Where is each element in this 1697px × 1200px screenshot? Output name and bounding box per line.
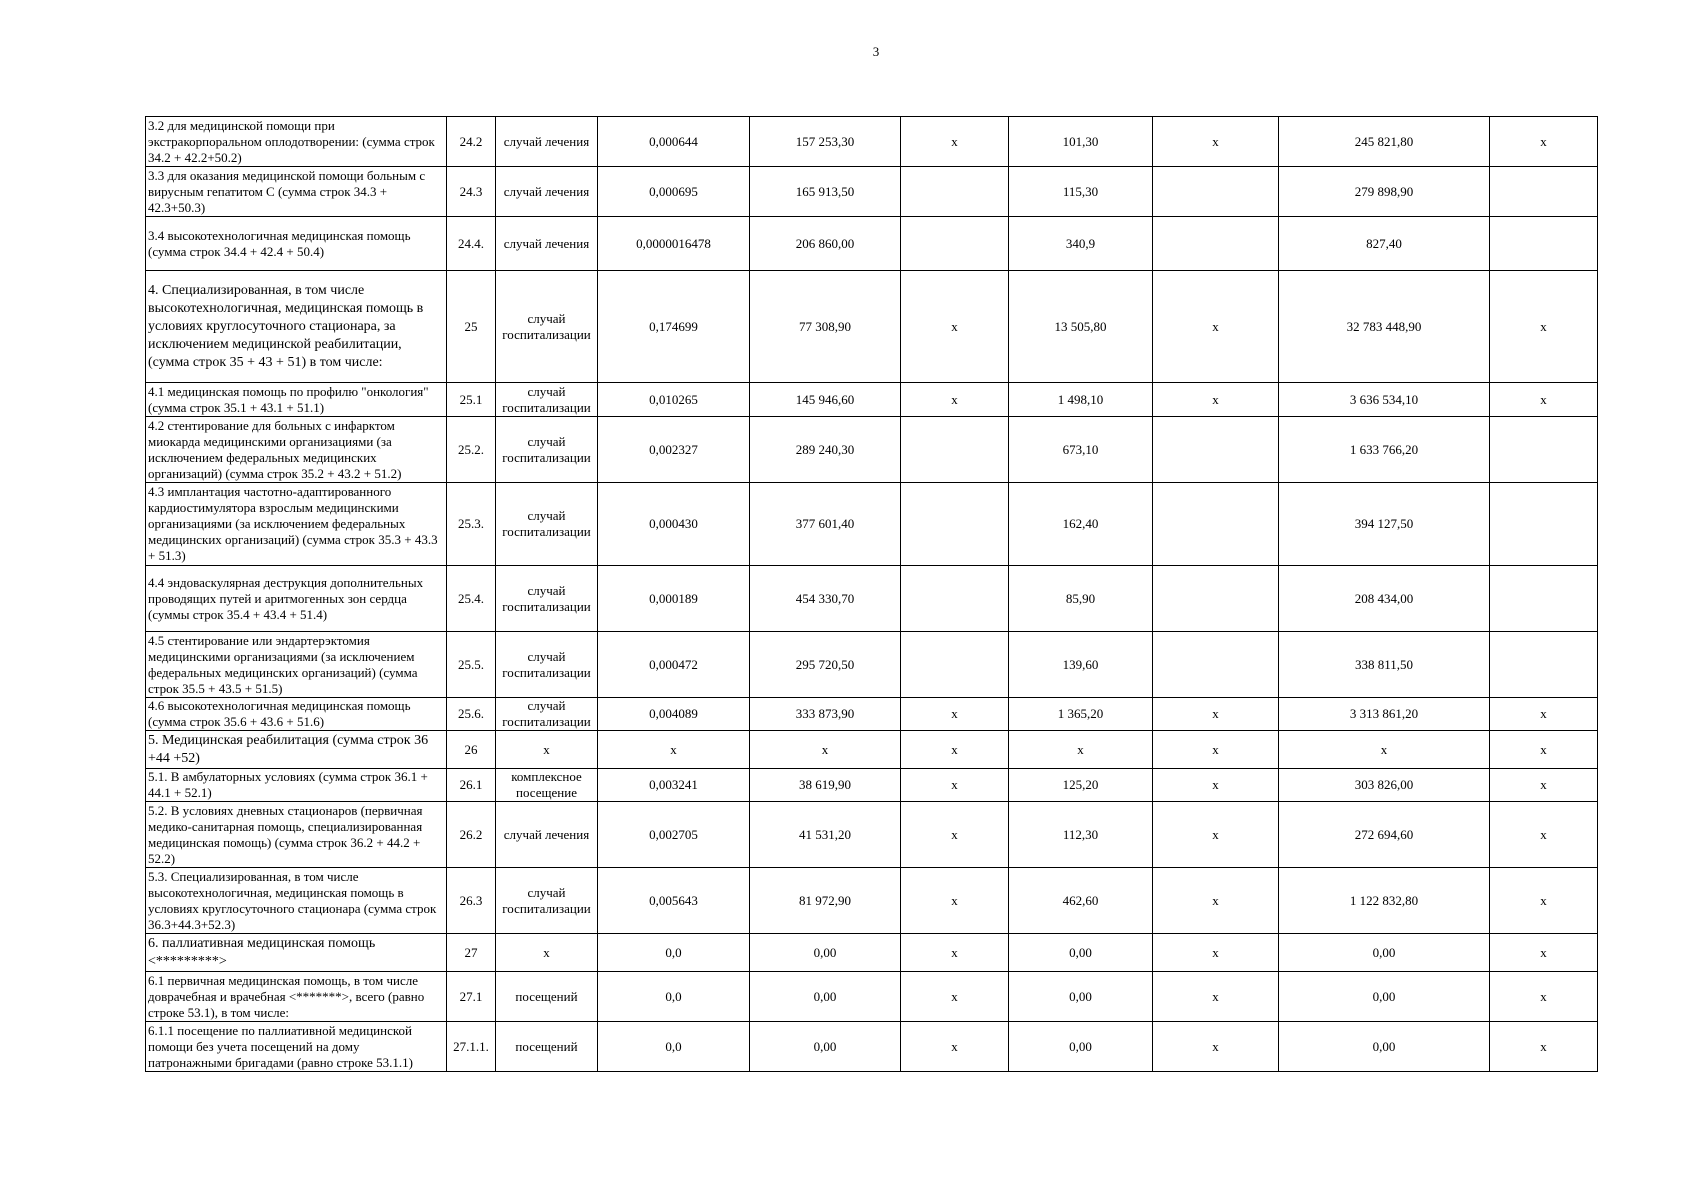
cell-col8: x [1153, 117, 1279, 167]
data-table [145, 116, 1598, 1072]
cell-col9: 0,00 [1279, 1022, 1490, 1072]
cell-col10: x [1490, 934, 1598, 972]
cell-col4: 0,000430 [598, 483, 750, 566]
cell-col9: 245 821,80 [1279, 117, 1490, 167]
cell-col10: x [1490, 383, 1598, 417]
cell-col7: 115,30 [1009, 167, 1153, 217]
row-code-cell: 26 [447, 731, 496, 769]
cell-col8: x [1153, 868, 1279, 934]
cell-col9: 32 783 448,90 [1279, 271, 1490, 383]
row-name-cell: 5.1. В амбулаторных условиях (сумма строк 36.1 + 44.1 + 52.1) [146, 769, 447, 802]
row-code-cell: 26.1 [447, 769, 496, 802]
cell-col9: 272 694,60 [1279, 802, 1490, 868]
cell-col8: x [1153, 802, 1279, 868]
cell-col5: 295 720,50 [750, 632, 901, 698]
cell-col8 [1153, 217, 1279, 271]
row-name-cell: 3.3 для оказания медицинской помощи больным с вирусным гепатитом С (сумма строк 34.3 + 42.3+50.3) [146, 167, 447, 217]
table-row [146, 117, 1598, 167]
cell-col9: 0,00 [1279, 934, 1490, 972]
table-row [146, 868, 1598, 934]
cell-col6: x [901, 117, 1009, 167]
page-number: 3 [872, 44, 880, 59]
cell-col5: x [750, 731, 901, 769]
table-body [146, 117, 1598, 1072]
cell-col6: x [901, 698, 1009, 731]
cell-col8 [1153, 483, 1279, 566]
cell-col8 [1153, 417, 1279, 483]
table-row [146, 632, 1598, 698]
row-name-cell: 4.1 медицинская помощь по профилю "онкология" (сумма строк 35.1 + 43.1 + 51.1) [146, 383, 447, 417]
row-unit-cell: случай госпитализации [496, 566, 598, 632]
cell-col10 [1490, 217, 1598, 271]
row-code-cell: 27.1.1. [447, 1022, 496, 1072]
cell-col5: 41 531,20 [750, 802, 901, 868]
cell-col4: 0,0 [598, 972, 750, 1022]
cell-col9: 3 313 861,20 [1279, 698, 1490, 731]
cell-col9: 338 811,50 [1279, 632, 1490, 698]
row-name-cell: 4.5 стентирование или эндартерэктомия медицинскими организациями (за исключением федеральных медицинских организаций) (сумма строк 35.5 + 43.5 + 51.5) [146, 632, 447, 698]
row-name-cell: 4.6 высокотехнологичная медицинская помощь (сумма строк 35.6 + 43.6 + 51.6) [146, 698, 447, 731]
cell-col4: 0,0 [598, 934, 750, 972]
cell-col9: 394 127,50 [1279, 483, 1490, 566]
cell-col10 [1490, 417, 1598, 483]
row-name-cell: 6. паллиативная медицинская помощь <*********> [146, 934, 447, 972]
cell-col5: 289 240,30 [750, 417, 901, 483]
cell-col6: x [901, 383, 1009, 417]
row-name-cell: 6.1 первичная медицинская помощь, в том числе доврачебная и врачебная <*******>, всего (равно строке 53.1), в том числе: [146, 972, 447, 1022]
cell-col8: x [1153, 383, 1279, 417]
row-name-cell: 4.2 стентирование для больных с инфарктом миокарда медицинскими организациями (за исключением федеральных медицинских организаций) (сумма строк 35.2 + 43.2 + 51.2) [146, 417, 447, 483]
cell-col9: 0,00 [1279, 972, 1490, 1022]
cell-col6 [901, 483, 1009, 566]
cell-col6: x [901, 1022, 1009, 1072]
cell-col8: x [1153, 1022, 1279, 1072]
cell-col7: 0,00 [1009, 972, 1153, 1022]
row-code-cell: 24.4. [447, 217, 496, 271]
cell-col10: x [1490, 769, 1598, 802]
row-code-cell: 25.4. [447, 566, 496, 632]
cell-col7: x [1009, 731, 1153, 769]
cell-col10: x [1490, 1022, 1598, 1072]
cell-col10: x [1490, 868, 1598, 934]
row-unit-cell: x [496, 731, 598, 769]
row-unit-cell: случай лечения [496, 802, 598, 868]
row-code-cell: 25 [447, 271, 496, 383]
cell-col6: x [901, 271, 1009, 383]
cell-col9: 279 898,90 [1279, 167, 1490, 217]
cell-col4: 0,002327 [598, 417, 750, 483]
cell-col10: x [1490, 972, 1598, 1022]
row-name-cell: 3.2 для медицинской помощи при экстракорпоральном оплодотворении: (сумма строк 34.2 + 42.2+50.2) [146, 117, 447, 167]
cell-col9: 208 434,00 [1279, 566, 1490, 632]
cell-col5: 165 913,50 [750, 167, 901, 217]
row-unit-cell: случай лечения [496, 167, 598, 217]
cell-col10: x [1490, 802, 1598, 868]
row-code-cell: 25.6. [447, 698, 496, 731]
cell-col4: 0,000695 [598, 167, 750, 217]
cell-col9: 3 636 534,10 [1279, 383, 1490, 417]
cell-col7: 13 505,80 [1009, 271, 1153, 383]
cell-col9: 827,40 [1279, 217, 1490, 271]
cell-col7: 462,60 [1009, 868, 1153, 934]
row-unit-cell: посещений [496, 1022, 598, 1072]
cell-col7: 101,30 [1009, 117, 1153, 167]
row-code-cell: 25.1 [447, 383, 496, 417]
cell-col6: x [901, 731, 1009, 769]
row-unit-cell: случай госпитализации [496, 483, 598, 566]
cell-col7: 340,9 [1009, 217, 1153, 271]
table-row [146, 698, 1598, 731]
cell-col4: x [598, 731, 750, 769]
cell-col4: 0,010265 [598, 383, 750, 417]
cell-col4: 0,005643 [598, 868, 750, 934]
table-row [146, 417, 1598, 483]
cell-col5: 377 601,40 [750, 483, 901, 566]
cell-col5: 157 253,30 [750, 117, 901, 167]
cell-col6 [901, 632, 1009, 698]
cell-col8 [1153, 566, 1279, 632]
row-name-cell: 6.1.1 посещение по паллиативной медицинской помощи без учета посещений на дому патронажными бригадами (равно строке 53.1.1) [146, 1022, 447, 1072]
cell-col10: x [1490, 698, 1598, 731]
cell-col8: x [1153, 698, 1279, 731]
cell-col8: x [1153, 934, 1279, 972]
row-code-cell: 25.2. [447, 417, 496, 483]
cell-col7: 162,40 [1009, 483, 1153, 566]
cell-col5: 77 308,90 [750, 271, 901, 383]
cell-col5: 333 873,90 [750, 698, 901, 731]
cell-col9: x [1279, 731, 1490, 769]
row-unit-cell: случай госпитализации [496, 868, 598, 934]
cell-col6 [901, 417, 1009, 483]
cell-col6: x [901, 868, 1009, 934]
row-unit-cell: посещений [496, 972, 598, 1022]
row-unit-cell: случай госпитализации [496, 271, 598, 383]
row-unit-cell: комплексное посещение [496, 769, 598, 802]
table-row [146, 271, 1598, 383]
table-row [146, 731, 1598, 769]
cell-col6 [901, 167, 1009, 217]
table-row [146, 802, 1598, 868]
cell-col4: 0,000644 [598, 117, 750, 167]
cell-col5: 81 972,90 [750, 868, 901, 934]
cell-col4: 0,000189 [598, 566, 750, 632]
cell-col7: 0,00 [1009, 1022, 1153, 1072]
row-code-cell: 27 [447, 934, 496, 972]
table-row [146, 383, 1598, 417]
cell-col8: x [1153, 731, 1279, 769]
cell-col9: 1 122 832,80 [1279, 868, 1490, 934]
cell-col5: 454 330,70 [750, 566, 901, 632]
table-row [146, 769, 1598, 802]
row-code-cell: 24.2 [447, 117, 496, 167]
cell-col5: 0,00 [750, 1022, 901, 1072]
row-code-cell: 25.3. [447, 483, 496, 566]
row-name-cell: 4.3 имплантация частотно-адаптированного кардиостимулятора взрослым медицинскими организациями (за исключением федеральных медицинских организаций) (сумма строк 35.3 + 43.3 + 51.3) [146, 483, 447, 566]
row-name-cell: 5.3. Специализированная, в том числе высокотехнологичная, медицинская помощь в условиях круглосуточного стационара (сумма строк 36.3+44.3+52.3) [146, 868, 447, 934]
table-row [146, 167, 1598, 217]
cell-col4: 0,002705 [598, 802, 750, 868]
cell-col8 [1153, 167, 1279, 217]
cell-col10: x [1490, 731, 1598, 769]
cell-col7: 673,10 [1009, 417, 1153, 483]
row-unit-cell: случай лечения [496, 217, 598, 271]
table-row [146, 934, 1598, 972]
cell-col6: x [901, 802, 1009, 868]
cell-col10: x [1490, 117, 1598, 167]
cell-col10 [1490, 483, 1598, 566]
cell-col7: 0,00 [1009, 934, 1153, 972]
cell-col8: x [1153, 972, 1279, 1022]
row-name-cell: 5. Медицинская реабилитация (сумма строк 36 +44 +52) [146, 731, 447, 769]
cell-col5: 38 619,90 [750, 769, 901, 802]
cell-col4: 0,0000016478 [598, 217, 750, 271]
cell-col4: 0,0 [598, 1022, 750, 1072]
row-name-cell: 4. Специализированная, в том числе высокотехнологичная, медицинская помощь в условиях круглосуточного стационара, за исключением медицинской реабилитации, (сумма строк 35 + 43 + 51) в том числе: [146, 271, 447, 383]
cell-col7: 85,90 [1009, 566, 1153, 632]
row-unit-cell: случай госпитализации [496, 383, 598, 417]
table-row [146, 566, 1598, 632]
row-name-cell: 5.2. В условиях дневных стационаров (первичная медико-санитарная помощь, специализированная медицинская помощь) (сумма строк 36.2 + 44.2 + 52.2) [146, 802, 447, 868]
cell-col7: 139,60 [1009, 632, 1153, 698]
table-row [146, 217, 1598, 271]
cell-col5: 0,00 [750, 972, 901, 1022]
table-row [146, 483, 1598, 566]
cell-col5: 206 860,00 [750, 217, 901, 271]
cell-col7: 1 365,20 [1009, 698, 1153, 731]
cell-col8 [1153, 632, 1279, 698]
row-unit-cell: x [496, 934, 598, 972]
cell-col10 [1490, 632, 1598, 698]
row-unit-cell: случай госпитализации [496, 417, 598, 483]
table-row [146, 972, 1598, 1022]
cell-col10: x [1490, 271, 1598, 383]
cell-col4: 0,174699 [598, 271, 750, 383]
cell-col5: 145 946,60 [750, 383, 901, 417]
cell-col4: 0,004089 [598, 698, 750, 731]
row-code-cell: 27.1 [447, 972, 496, 1022]
cell-col6: x [901, 769, 1009, 802]
cell-col7: 112,30 [1009, 802, 1153, 868]
cell-col10 [1490, 566, 1598, 632]
cell-col6 [901, 217, 1009, 271]
cell-col7: 1 498,10 [1009, 383, 1153, 417]
cell-col6: x [901, 972, 1009, 1022]
cell-col4: 0,003241 [598, 769, 750, 802]
row-unit-cell: случай госпитализации [496, 632, 598, 698]
cell-col6 [901, 566, 1009, 632]
row-name-cell: 4.4 эндоваскулярная деструкция дополнительных проводящих путей и аритмогенных зон сердца (суммы строк 35.4 + 43.4 + 51.4) [146, 566, 447, 632]
cell-col10 [1490, 167, 1598, 217]
cell-col8: x [1153, 271, 1279, 383]
row-name-cell: 3.4 высокотехнологичная медицинская помощь (сумма строк 34.4 + 42.4 + 50.4) [146, 217, 447, 271]
cell-col9: 1 633 766,20 [1279, 417, 1490, 483]
cell-col9: 303 826,00 [1279, 769, 1490, 802]
row-code-cell: 26.3 [447, 868, 496, 934]
cell-col7: 125,20 [1009, 769, 1153, 802]
row-code-cell: 25.5. [447, 632, 496, 698]
table-row [146, 1022, 1598, 1072]
cell-col6: x [901, 934, 1009, 972]
cell-col8: x [1153, 769, 1279, 802]
row-unit-cell: случай госпитализации [496, 698, 598, 731]
row-code-cell: 26.2 [447, 802, 496, 868]
row-code-cell: 24.3 [447, 167, 496, 217]
cell-col5: 0,00 [750, 934, 901, 972]
cell-col4: 0,000472 [598, 632, 750, 698]
row-unit-cell: случай лечения [496, 117, 598, 167]
